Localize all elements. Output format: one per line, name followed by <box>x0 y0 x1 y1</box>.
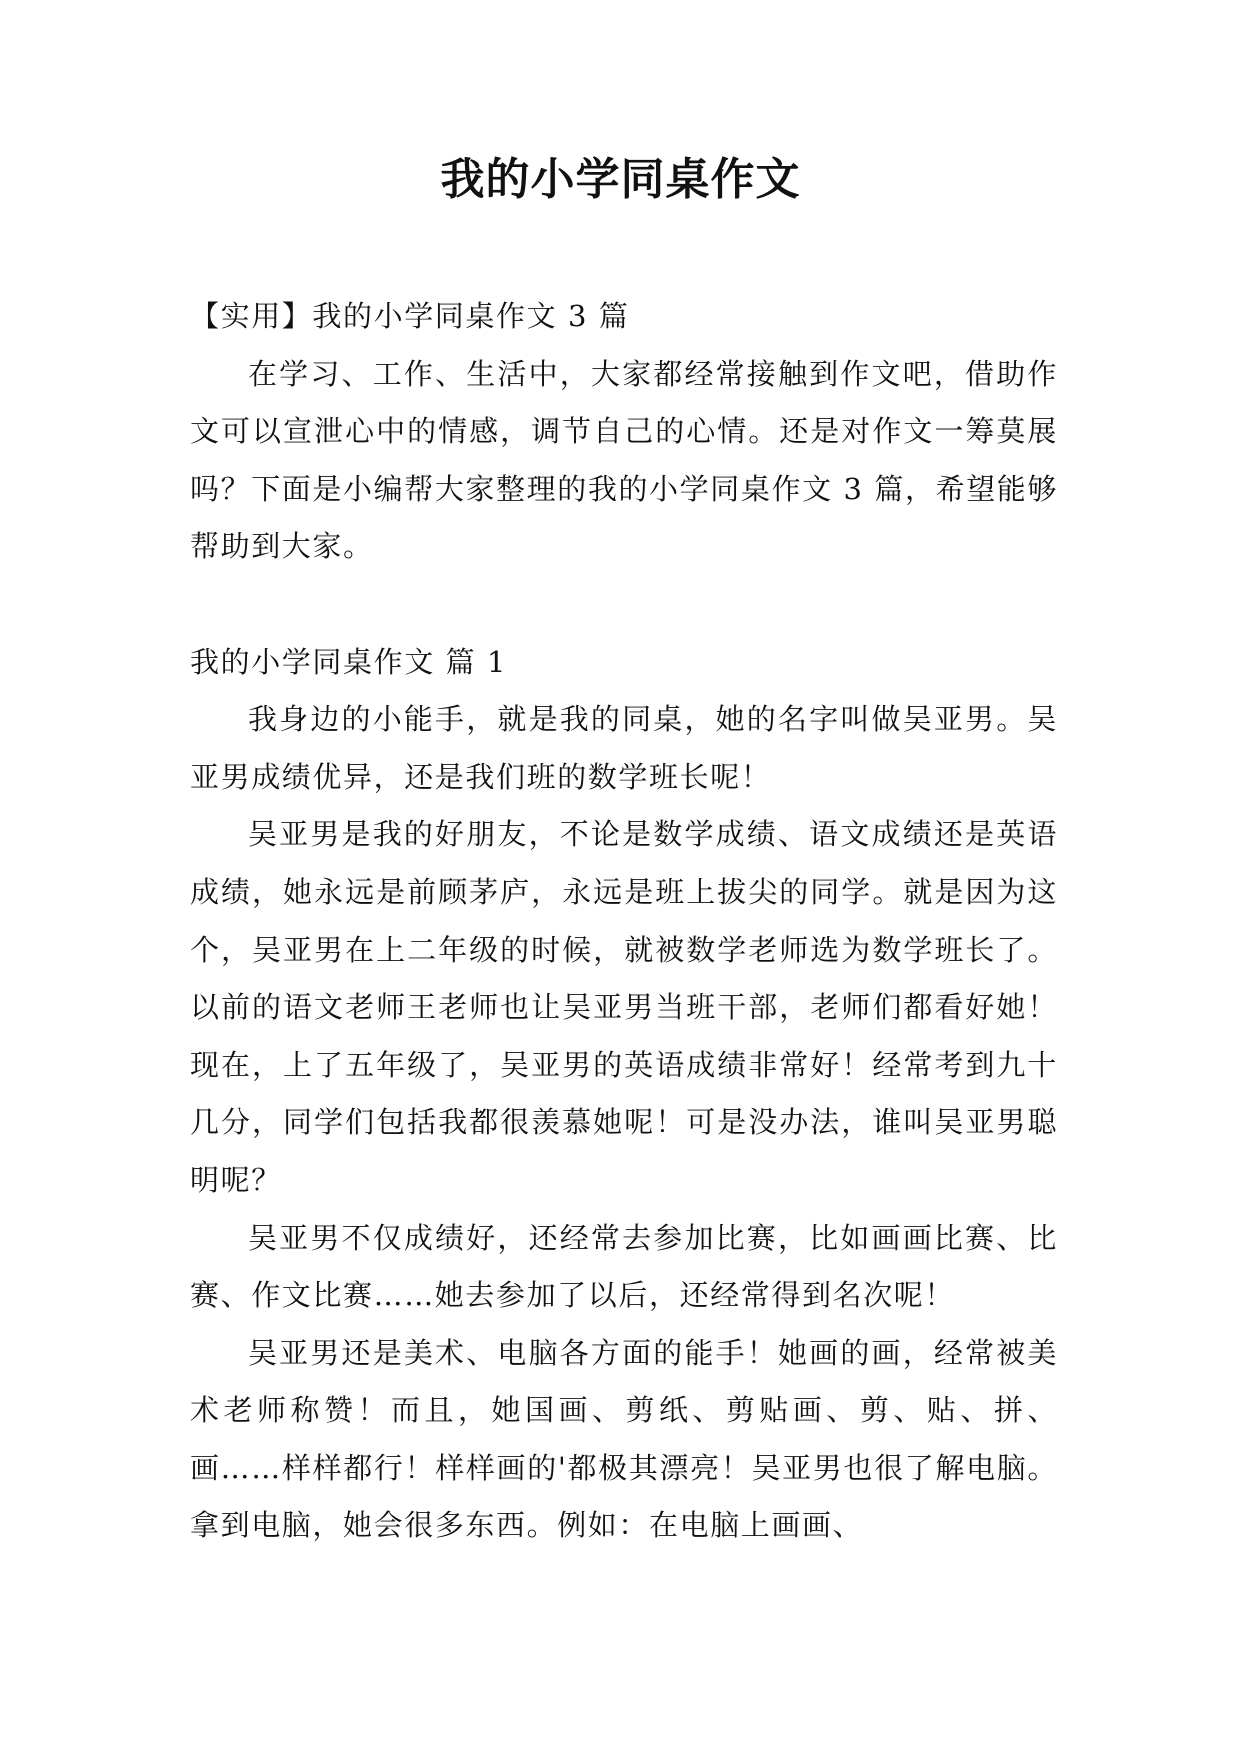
section-spacer <box>190 576 1058 634</box>
document-body <box>190 288 1058 1555</box>
document-title: 我的小学同桌作文 <box>440 154 801 205</box>
body-paragraph-2: 吴亚男是我的好朋友，不论是数学成绩、语文成绩还是英语成绩，她永远是前顾茅庐，永远是班上拔尖的同学。就是因为这个，吴亚男在上二年级的时候，就被数学老师选为数学班长了。以前的语文老师王老师也让吴亚男当班干部，老师们都看好她！现在，上了五年级了，吴亚男的英语成绩非常好！经常考到九十几分，同学们包括我都很羡慕她呢！可是没办法，谁叫吴亚男聪明呢？ <box>190 817 1058 1197</box>
body-paragraph-3: 吴亚男不仅成绩好，还经常去参加比赛，比如画画比赛、比赛、作文比赛……她去参加了以后，还经常得到名次呢！ <box>190 1220 1058 1313</box>
section-heading: 我的小学同桌作文 篇 1 <box>190 644 508 679</box>
intro-paragraph: 在学习、工作、生活中，大家都经常接触到作文吧，借助作文可以宣泄心中的情感，调节自己的心情。还是对作文一筹莫展吗？下面是小编帮大家整理的我的小学同桌作文 3 篇，希望能够帮助到大家。 <box>190 356 1058 564</box>
intro-heading: 【实用】我的小学同桌作文 3 篇 <box>190 299 630 333</box>
body-paragraph-1: 我身边的小能手，就是我的同桌，她的名字叫做吴亚男。吴亚男成绩优异，还是我们班的数学班长呢！ <box>190 702 1058 794</box>
body-paragraph-4: 吴亚男还是美术、电脑各方面的能手！她画的画，经常被美术老师称赞！而且，她国画、剪纸、剪贴画、剪、贴、拼、画……样样都行！样样画的'都极其漂亮！吴亚男也很了解电脑。拿到电脑，她会很多东西。例如：在电脑上画画、 <box>190 1335 1058 1543</box>
